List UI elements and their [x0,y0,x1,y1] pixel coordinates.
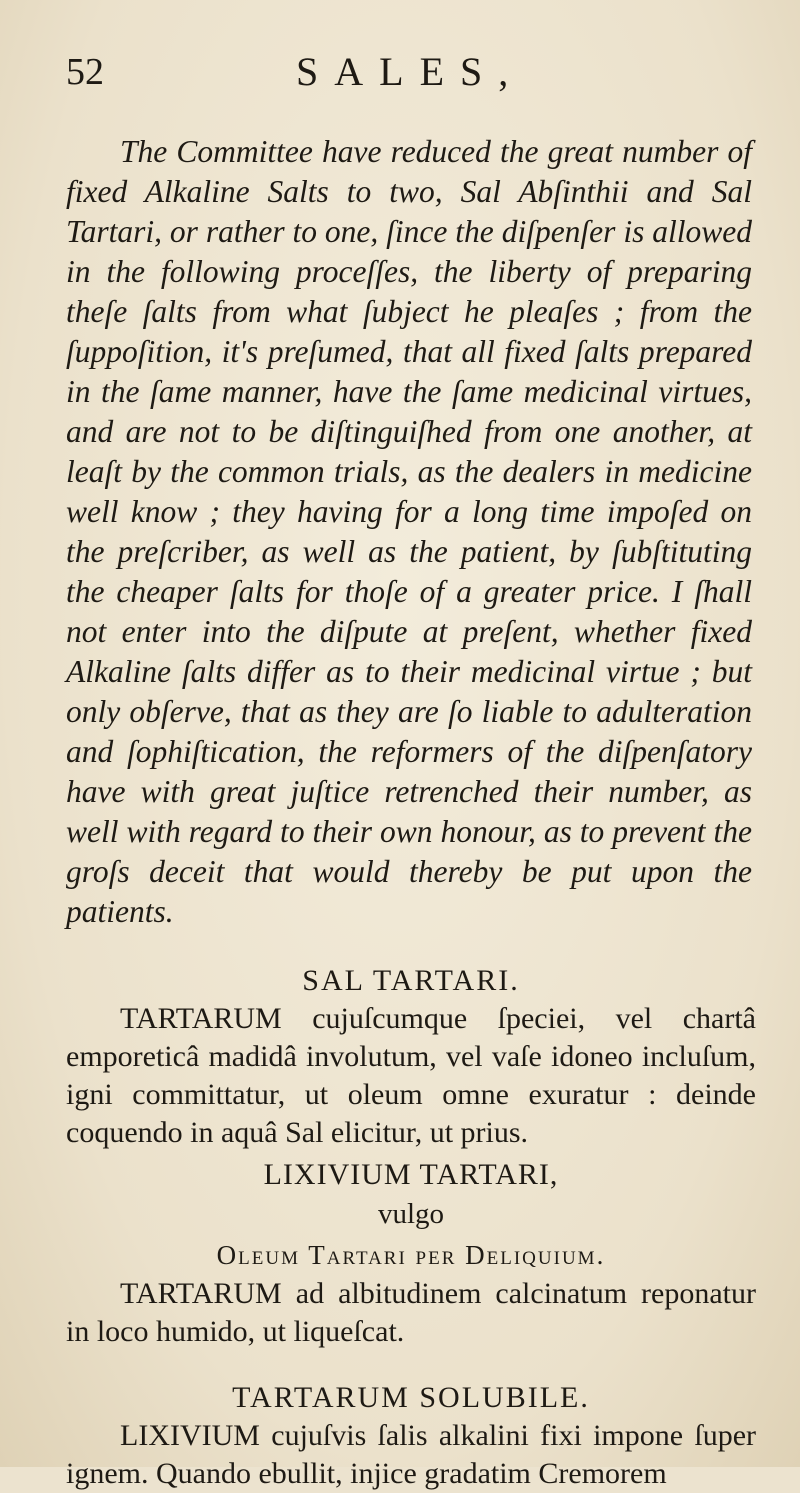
recipe-sal-tartari: TARTARUM cujuſcumque ſpeciei, vel chartâ emporeticâ madidâ involutum, vel vaſe idoneo incluſum, igni committatur, ut oleum omne exuratur : deinde coquendo in aquâ Sal elicitur, ut prius. [66,1001,756,1149]
commentary-paragraph: The Committee have reduced the great number of fixed Alkaline Salts to two, Sal Abſinthii and Sal Tartari, or rather to one, ſince the diſpenſer is allowed in the following proceſſes, the liberty of preparing theſe ſalts from what ſubject he pleaſes ; from the ſuppoſition, it's preſumed, that all fixed ſalts prepared in the ſame manner, have the ſame medicinal virtues, and are not to be diſtinguiſhed from one another, at leaſt by the common trials, as the dealers in medicine well know ; they having for a long time impoſed on the preſcriber, as well as the patient, by ſubſtituting the cheaper ſalts for thoſe of a greater price. I ſhall not enter into the diſpute at preſent, whether fixed Alkaline ſalts differ as to their medicinal virtue ; but only obſerve, that as they are ſo liable to adulteration and ſophiſtication, the reformers of the diſpenſatory have with great juſtice retrenched their number, as well with regard to their own honour, as to prevent the groſs deceit that would thereby be put upon the patients. [66,134,752,929]
recipe-tartarum-solubile: LIXIVIUM cujuſvis ſalis alkalini fixi impone ſuper ignem. Quando ebullit, injice gradatim Cremorem [66,1418,756,1490]
running-head: SALES, [296,49,525,94]
recipe-lixivium-tartari: TARTARUM ad albitudinem calcinatum reponatur in loco humido, ut liqueſcat. [66,1276,756,1348]
page-number: 52 [66,51,104,93]
section-alt-name: Oleum Tartari per Deliquium. [216,1239,606,1270]
section-note-vulgo: vulgo [377,1197,445,1230]
section-title-tartarum-solubile: TARTARUM SOLUBILE. [232,1380,590,1414]
section-gap [66,1351,756,1371]
section-title-sal-tartari: SAL TARTARI. [302,963,520,997]
section-title-lixivium-tartari: LIXIVIUM TARTARI, [263,1157,559,1191]
page-header [66,30,756,102]
